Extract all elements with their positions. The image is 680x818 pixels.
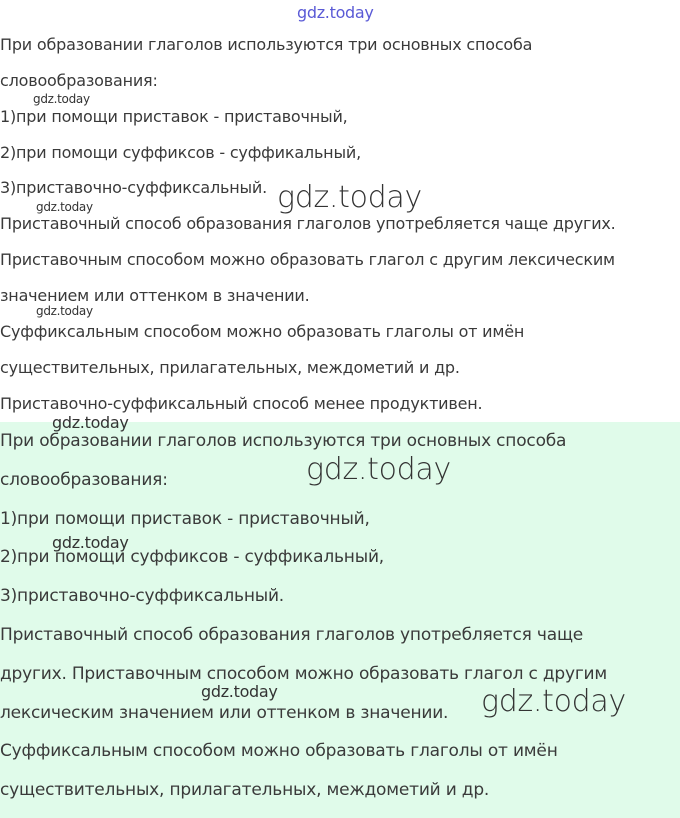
text-line: 3)приставочно-суффиксальный. bbox=[0, 178, 267, 197]
text-line: существительных, прилагательных, междометий и др. bbox=[0, 358, 460, 377]
watermark: gdz.today bbox=[201, 682, 278, 701]
text-line: 1)при помощи приставок - приставочный, bbox=[0, 509, 370, 529]
text-line: 3)приставочно-суффиксальный. bbox=[0, 586, 285, 606]
text-line: Приставочным способом можно образовать глагол с другим лексическим bbox=[0, 250, 615, 269]
text-line: 2)при помощи суффиксов - суффикальный, bbox=[0, 547, 384, 567]
text-line: 2)при помощи суффиксов - суффикальный, bbox=[0, 143, 361, 162]
watermark: gdz.today bbox=[36, 304, 93, 318]
text-line: существительных, прилагательных, междометий и др. bbox=[0, 780, 490, 800]
text-line: Приставочно-суффиксальный способ менее продуктивен. bbox=[0, 394, 483, 413]
text-line: При образовании глаголов используются три основных способа bbox=[0, 35, 533, 54]
text-line: Приставочный способ образования глаголов употребляется чаще других. bbox=[0, 214, 616, 233]
watermark: gdz.today bbox=[52, 533, 129, 552]
text-line: словообразования: bbox=[0, 71, 158, 90]
watermark: gdz.today bbox=[481, 684, 626, 719]
watermark-header: gdz.today bbox=[297, 3, 374, 22]
text-line: лексическим значением или оттенком в значении. bbox=[0, 703, 449, 723]
watermark: gdz.today bbox=[36, 200, 93, 214]
watermark: gdz.today bbox=[306, 452, 451, 487]
watermark: gdz.today bbox=[33, 92, 90, 106]
text-line: словообразования: bbox=[0, 470, 168, 490]
text-line: 1)при помощи приставок - приставочный, bbox=[0, 107, 348, 126]
watermark: gdz.today bbox=[52, 413, 129, 432]
text-line: других. Приставочным способом можно образовать глагол с другим bbox=[0, 664, 608, 684]
watermark: gdz.today bbox=[277, 180, 422, 215]
text-line: При образовании глаголов используются три основных способа bbox=[0, 431, 567, 451]
text-line: Приставочный способ образования глаголов употребляется чаще bbox=[0, 625, 584, 645]
text-line: Суффиксальным способом можно образовать глаголы от имён bbox=[0, 322, 525, 341]
text-line: Суффиксальным способом можно образовать глаголы от имён bbox=[0, 741, 558, 761]
text-line: значением или оттенком в значении. bbox=[0, 286, 310, 305]
